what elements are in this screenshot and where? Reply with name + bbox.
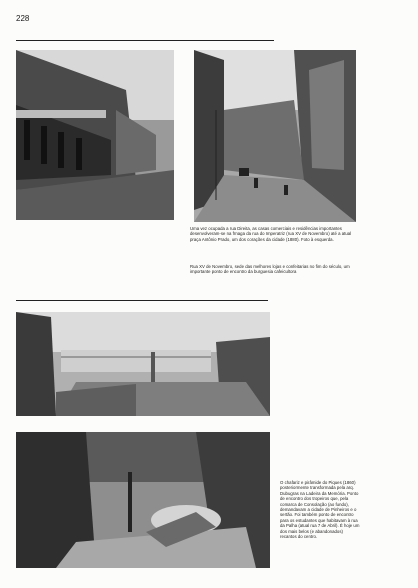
photo-piques	[16, 432, 270, 568]
caption-rua-direita: Uma vez ocupada a rua Direita, as casas comerciais e residências importantes desenvolveram-se na frnaga da rua do Imperatriz (rua XV de Novembro) até a atual praça Antônio Prado, um dos corações da cidade (1880). Foto à esquerda.	[190, 226, 352, 242]
caption-piques: O chafariz e pirâmide do Piques (1860) posteriormente transformada pela arq. Dubugras na Ladeira da Memória. Ponto de encontro dos tropeiros que, pela comarca de Consolação (ao fundo), demandavam a cidade de Pinheiros e o sertão. Foi também ponto de encontro para os estudantes que habitavam à rua da Palha (atual rua 7 de Abril). É hoje um dos mais belos (e abandonados) recantos do centro.	[280, 480, 360, 540]
middle-rule	[16, 300, 268, 301]
photo-rua-direita	[16, 50, 174, 220]
photo-rua-xv-de-novembro	[194, 50, 356, 222]
top-rule	[16, 40, 274, 41]
caption-rua-xv: Rua XV de Novembro, sede das melhores lojas e confeitarias no fim do século, um importante ponto de encontro da burguesia cafeicultora	[190, 264, 350, 275]
page-number: 228	[16, 14, 30, 23]
photo-largo	[16, 312, 270, 416]
